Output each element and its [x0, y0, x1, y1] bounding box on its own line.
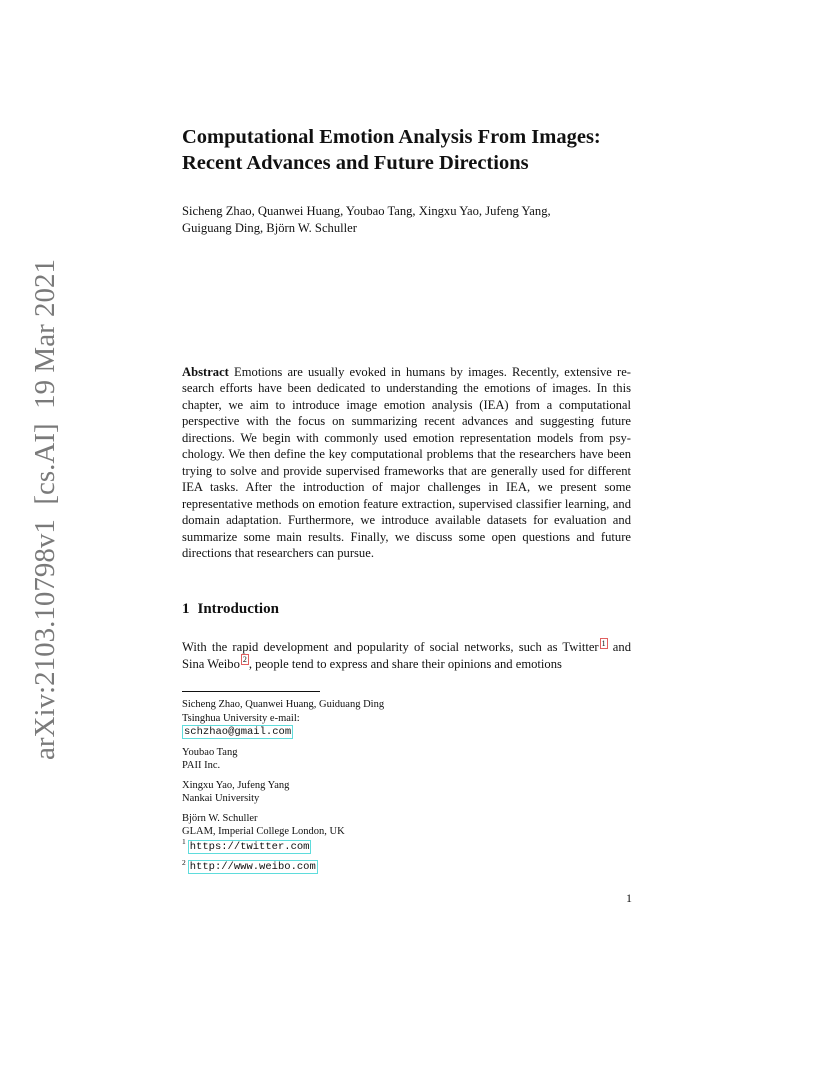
- affiliation-org: PAII Inc.: [182, 760, 221, 771]
- footnote-2: [182, 855, 631, 876]
- abstract-text: Emotions are usually evoked in humans by images. Recently, extensive research efforts have been dedicated to understanding the emotions of images. In this chapter, we aim to introduce image emotion analysis (IEA) from a computational perspective with the focus on summarizing recent advances and suggesting future directions. We begin with commonly used emotion representation models from psychology. We then define the key computational problems that the researchers have been trying to solve and provide supervised frameworks that are generally used for different IEA tasks. After the introduction of major challenges in IEA, we present some representative methods on emotion feature extraction, supervised classifier learning, and domain adaptation. Furthermore, we introduce available datasets for evaluation and summarize some main results. Finally, we discuss some open questions and future directions that researchers can pursue.: [182, 365, 631, 560]
- affiliation-org-text: Tsinghua University e-mail:: [182, 712, 300, 724]
- arxiv-identifier-stamp: arXiv:2103.10798v1 [cs.AI] 19 Mar 2021: [29, 259, 61, 760]
- paper-title: [182, 124, 652, 176]
- authors-line-1: Sicheng Zhao, Quanwei Huang, Youbao Tang, Xingxu Yao, Jufeng Yang,: [182, 204, 551, 218]
- title-line-2: Recent Advances and Future Directions: [182, 152, 529, 174]
- footnotes: [182, 834, 631, 875]
- intro-text-2: and Sina Weibo: [182, 640, 631, 671]
- affiliation-names: Sicheng Zhao, Quanwei Huang, Guiduang Ding: [182, 699, 385, 710]
- introduction-paragraph: [182, 639, 631, 672]
- affiliation-org: GLAM, Imperial College London, UK: [182, 826, 345, 837]
- intro-text-1: With the rapid development and popularity of social networks, such as Twitter: [182, 640, 599, 654]
- affiliation-names: Xingxu Yao, Jufeng Yang: [182, 779, 290, 791]
- authors-line-2: Guiguang Ding, Björn W. Schuller: [182, 220, 357, 235]
- affiliation-org: Nankai University: [182, 793, 260, 804]
- footnote-url-link[interactable]: http://www.weibo.com: [189, 861, 316, 873]
- affiliation-tsinghua: [182, 698, 631, 740]
- affiliation-org: [182, 712, 631, 740]
- author-list: [182, 203, 632, 236]
- author-affiliations: [182, 698, 631, 845]
- affiliation-paii: [182, 746, 631, 773]
- page-number: 1: [626, 891, 632, 905]
- footnote-url-link[interactable]: https://twitter.com: [189, 840, 310, 853]
- intro-text-3: , people tend to express and share their opinions and emotions: [248, 656, 562, 671]
- footnote-1: [182, 834, 631, 855]
- footnote-mark: 2: [182, 857, 186, 867]
- section-heading-introduction: [182, 600, 279, 618]
- section-title: Introduction: [197, 601, 279, 617]
- footnote-mark: 1: [182, 837, 186, 846]
- footnote-ref-2[interactable]: 2: [242, 655, 247, 665]
- title-line-1: Computational Emotion Analysis From Images:: [182, 126, 601, 148]
- affiliation-names: Björn W. Schuller: [182, 812, 258, 824]
- section-number: 1: [182, 601, 190, 617]
- footnote-divider: [182, 691, 320, 692]
- footnote-ref-1[interactable]: 1: [601, 638, 606, 648]
- email-link[interactable]: schzhao@gmail.com: [184, 726, 292, 738]
- affiliation-names: Youbao Tang: [182, 746, 238, 758]
- abstract: [182, 364, 631, 561]
- abstract-label: Abstract: [182, 365, 229, 379]
- affiliation-nankai: [182, 779, 631, 806]
